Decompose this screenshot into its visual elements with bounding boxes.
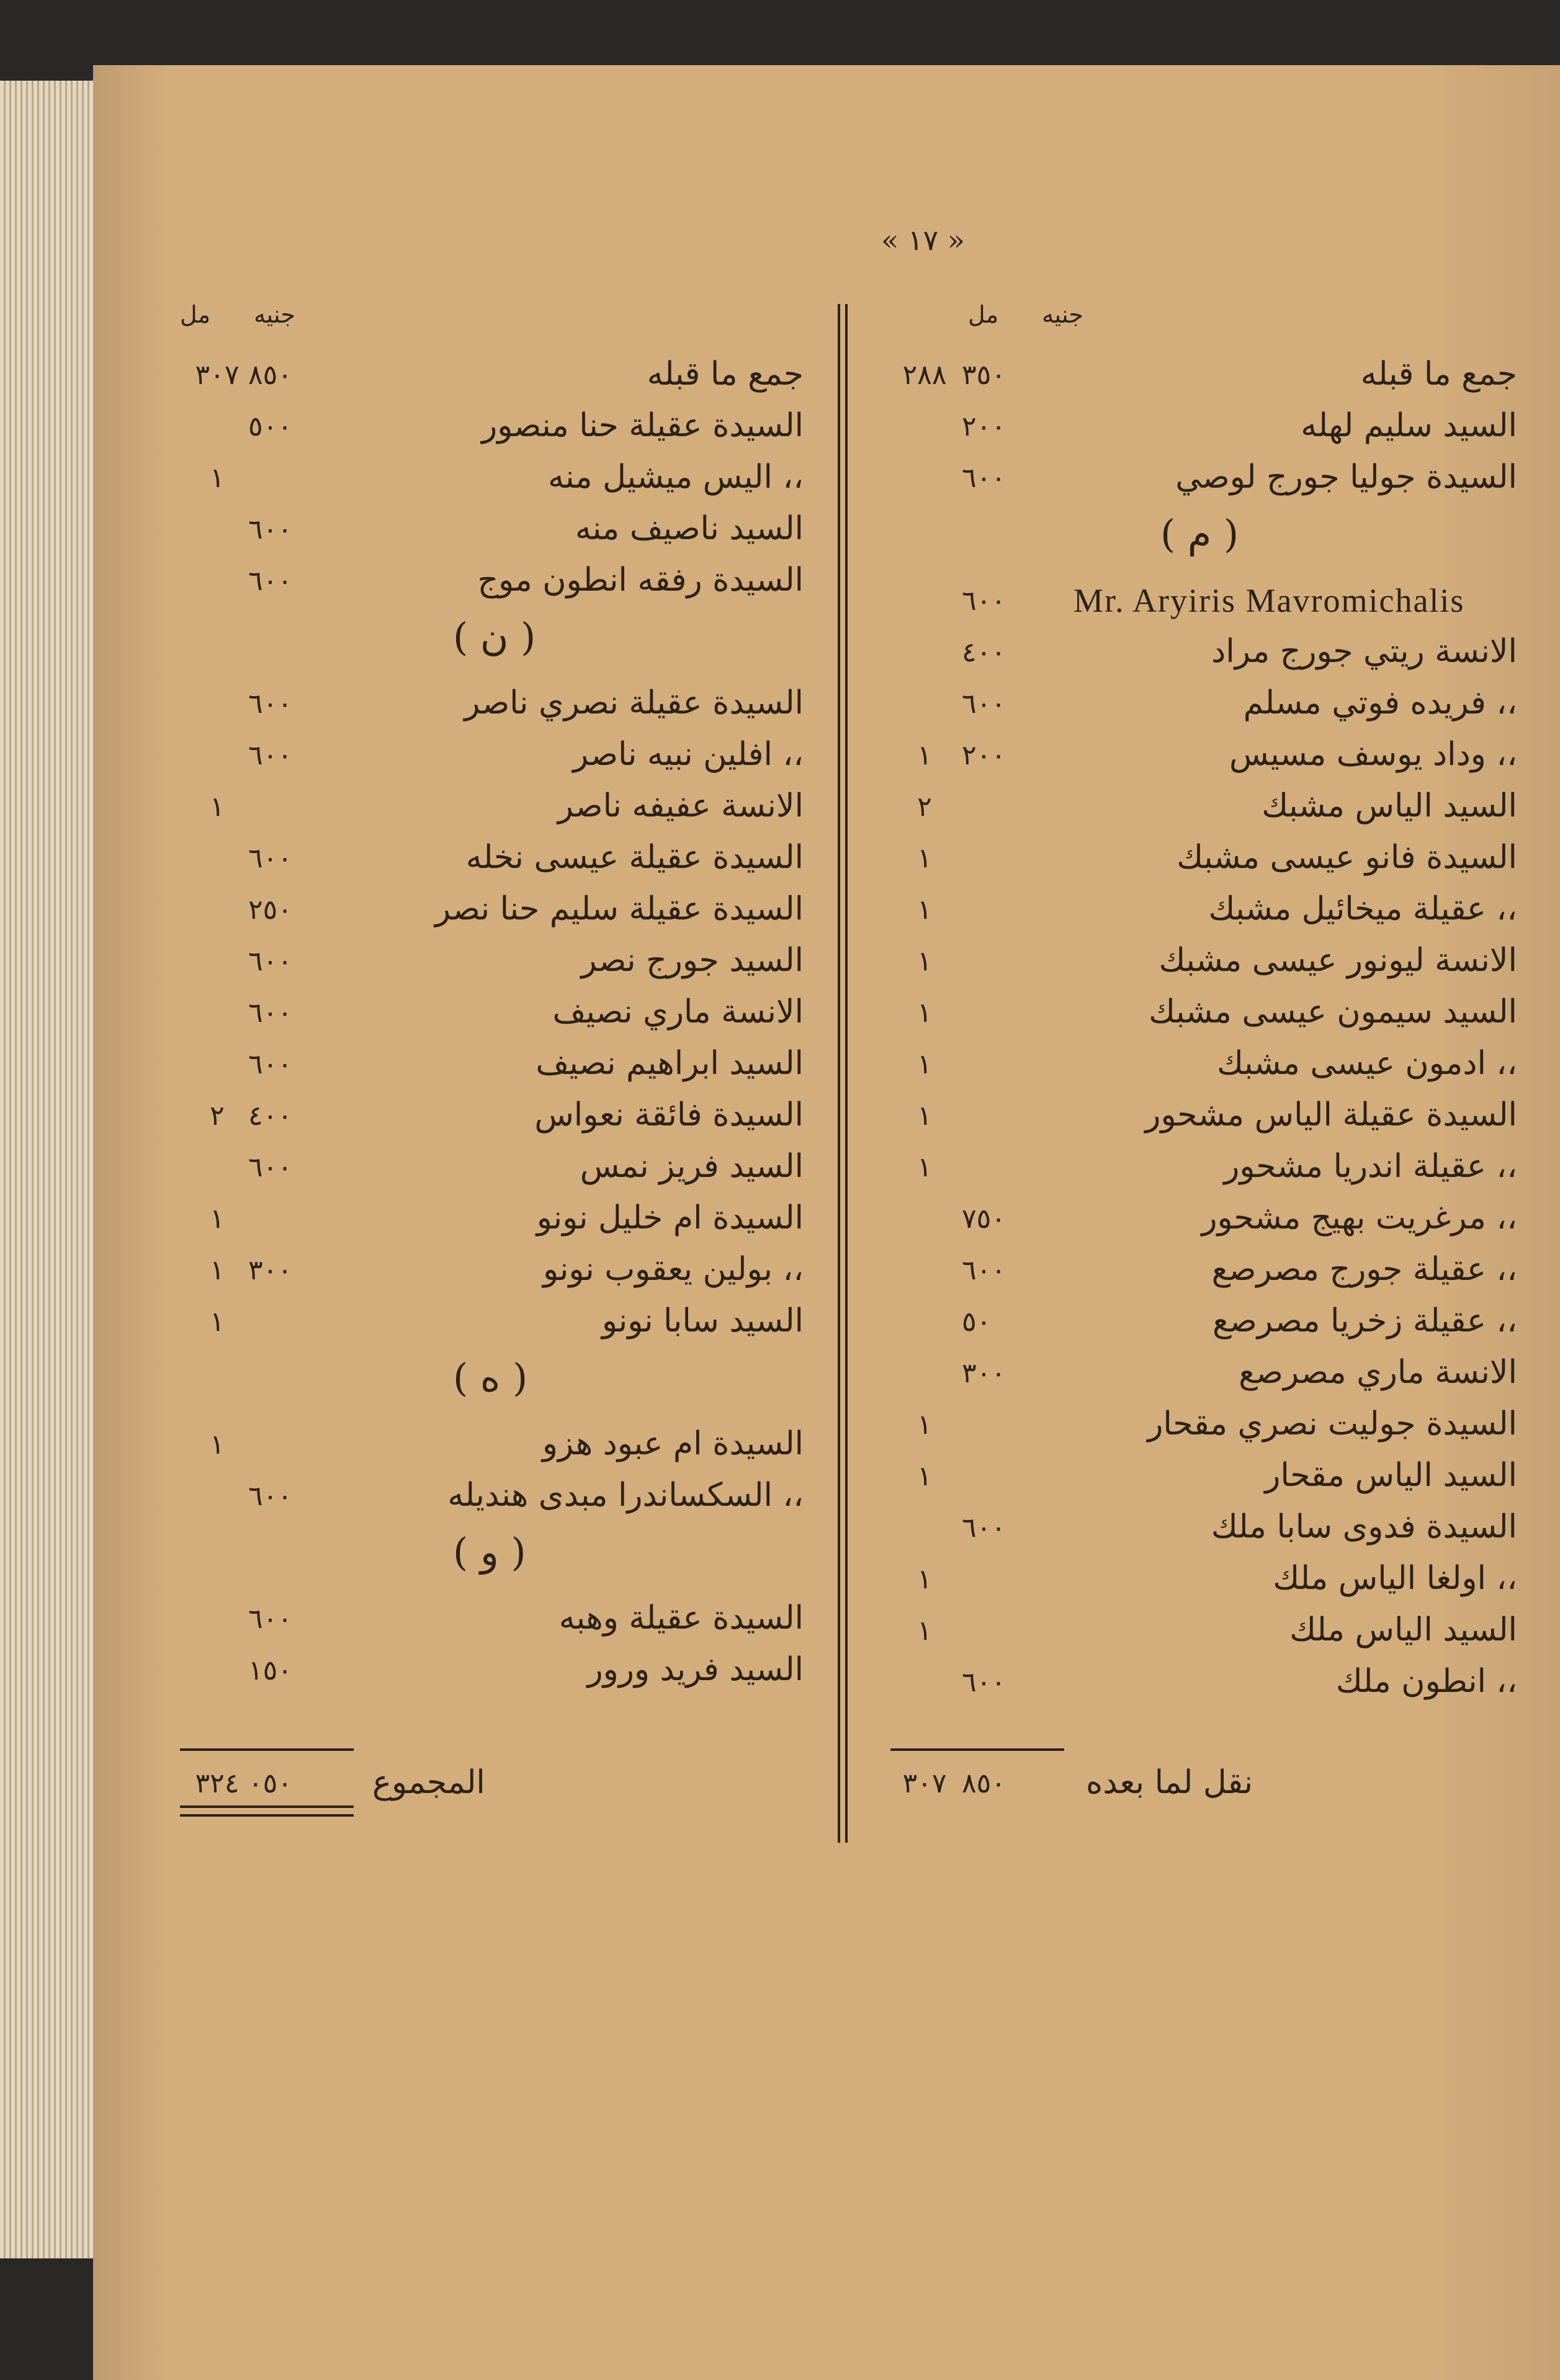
ledger-row	[93, 1595, 1560, 1644]
total-rule	[890, 1748, 1064, 1751]
mal-value: ٦٠٠	[962, 688, 1006, 720]
pound-value: ١	[917, 1409, 932, 1441]
donor-name: السيدة عقيلة حنا منصور	[482, 407, 804, 444]
donor-name: السيد سليم لهله	[1301, 407, 1517, 444]
donor-name: الانسة ماري نصيف	[552, 993, 804, 1031]
mal-value: ٦٠٠	[248, 565, 292, 597]
pound-value: ١	[917, 1152, 932, 1183]
mal-value: ٨٥٠	[248, 359, 292, 391]
donor-name: السيدة عقيلة عيسى نخله	[465, 839, 804, 876]
mal-value: ٦٠٠	[248, 688, 292, 720]
pound-value: ١	[917, 1461, 932, 1492]
ledger-row	[93, 1297, 1560, 1347]
ledger-row	[93, 1040, 1560, 1089]
ledger-row	[93, 937, 1560, 986]
mal-value: ٣٠٠	[962, 1358, 1006, 1389]
mal-value: ٦٠٠	[248, 1152, 292, 1183]
total-row	[93, 1759, 1560, 1809]
mal-value: ٤٠٠	[248, 1100, 292, 1132]
donor-name: السيد ناصيف منه	[575, 510, 804, 547]
page-number: « ١٧ »	[881, 223, 965, 257]
left-column-header	[180, 301, 295, 328]
ledger-row	[93, 1091, 1560, 1141]
donor-name: السيد سابا نونو	[601, 1302, 804, 1340]
ledger-row	[93, 782, 1560, 832]
mal-value: ٦٠٠	[248, 1480, 292, 1512]
ledger-page	[93, 65, 1560, 2380]
donor-name: ،، عقيلة جورج مصرصع	[1211, 1251, 1517, 1288]
donor-name: ،، عقيلة اندريا مشحور	[1224, 1148, 1517, 1185]
pound-value: ٣٠٧	[195, 359, 240, 391]
ledger-row	[93, 988, 1560, 1038]
ledger-row	[93, 679, 1560, 729]
donor-name: السيدة عقيلة الياس مشحور	[1145, 1096, 1517, 1134]
donor-name: السيد الياس مشبك	[1262, 787, 1517, 825]
section-letter: ( م )	[1160, 511, 1239, 557]
total-pound: ٣٢٤	[195, 1768, 240, 1799]
section-letter: ( ه )	[453, 1355, 528, 1400]
ledger-row	[93, 402, 1560, 452]
total-mal: ٠٥٠	[248, 1768, 292, 1799]
pound-value: ١	[917, 894, 932, 926]
donor-name: ،، عقيلة ميخائيل مشبك	[1208, 890, 1517, 928]
donor-name: السيد سيمون عيسى مشبك	[1149, 993, 1517, 1031]
pound-header: جنيه	[1042, 301, 1083, 328]
pound-value: ١	[917, 1564, 932, 1595]
donor-name: السيدة جوليت نصري مقحار	[1147, 1405, 1517, 1443]
donor-name: ،، اولغا الياس ملك	[1273, 1560, 1517, 1597]
pound-value: ١	[917, 1615, 932, 1647]
pound-value: ١	[210, 462, 225, 494]
mal-value: ٤٠٠	[962, 637, 1006, 668]
total-label: المجموع	[372, 1764, 485, 1801]
mal-value: ٢٥٠	[248, 894, 292, 926]
mal-value: ٦٠٠	[248, 514, 292, 545]
donor-name: الانسة عفيفه ناصر	[557, 787, 804, 825]
pound-value: ١	[917, 1100, 932, 1132]
pound-value: ٢٨٨	[902, 359, 947, 391]
mal-value: ٦٠٠	[962, 1255, 1006, 1286]
donor-name: السيد الياس ملك	[1289, 1611, 1517, 1649]
mal-value: ٦٠٠	[962, 462, 1006, 494]
donor-name: ،، ادمون عيسى مشبك	[1217, 1045, 1517, 1082]
mal-value: ٢٠٠	[962, 740, 1006, 771]
ledger-row	[93, 1420, 1560, 1470]
donor-name: السيدة فائقة نعواس	[534, 1096, 804, 1134]
donor-name: السيد الياس مقحار	[1265, 1457, 1517, 1494]
mal-value: ٦٠٠	[248, 1049, 292, 1080]
ledger-row	[93, 834, 1560, 884]
donor-name: السيدة فدوى سابا ملك	[1211, 1508, 1517, 1546]
total-mal: ٨٥٠	[962, 1768, 1006, 1799]
pound-value: ١	[210, 1203, 225, 1235]
donor-name: السيدة ام عبود هزو	[542, 1425, 804, 1462]
pound-value: ١	[917, 740, 932, 771]
mal-value: ٥٠٠	[248, 411, 292, 442]
pound-value: ١	[210, 791, 225, 823]
ledger-row	[93, 1194, 1560, 1244]
donor-name: الانسة ريتي جورج مراد	[1211, 633, 1517, 670]
donor-name: ،، السكساندرا مبدى هنديله	[447, 1477, 804, 1514]
total-label: نقل لما بعده	[1086, 1764, 1253, 1801]
mal-value: ٦٠٠	[962, 585, 1006, 617]
ledger-row	[93, 557, 1560, 606]
pound-value: ١	[917, 997, 932, 1029]
donor-name: ،، بولين يعقوب نونو	[543, 1251, 804, 1288]
mal-value: ٣٥٠	[962, 359, 1006, 391]
donor-name: السيدة عقيلة سليم حنا نصر	[434, 890, 804, 928]
total-rule	[180, 1748, 354, 1751]
donor-name: السيدة رفقه انطون موج	[477, 561, 804, 599]
donor-name: ،، عقيلة زخريا مصرصع	[1212, 1302, 1517, 1340]
ledger-row	[93, 1472, 1560, 1521]
donor-name: جمع ما قبله	[1360, 356, 1517, 393]
donor-name: السيدة جوليا جورج لوصي	[1175, 459, 1517, 496]
pound-value: ١	[210, 1429, 225, 1461]
donor-name: ،، اليس ميشيل منه	[548, 459, 804, 496]
donor-name: السيد فريز نمس	[580, 1148, 804, 1185]
mal-value: ٦٠٠	[248, 946, 292, 977]
ledger-row	[93, 1143, 1560, 1192]
donor-name: السيد فريد ورور	[587, 1651, 804, 1688]
donor-name: ،، فريده فوتي مسلم	[1243, 684, 1517, 722]
mal-value: ٧٥٠	[962, 1203, 1006, 1235]
mal-value: ٥٠	[962, 1306, 992, 1338]
ledger-row	[93, 351, 1560, 400]
donor-name: جمع ما قبله	[647, 356, 804, 393]
ledger-row	[93, 1349, 1560, 1398]
total-double-rule	[180, 1805, 354, 1817]
pound-header: جنيه	[254, 301, 295, 328]
donor-name: ،، مرغريت بهيج مشحور	[1201, 1199, 1517, 1237]
donor-name: Mr. Aryiris Mavromichalis	[1074, 582, 1465, 619]
pound-value: ١	[917, 843, 932, 874]
pound-value: ١	[210, 1306, 225, 1338]
mal-value: ٢٠٠	[962, 411, 1006, 442]
mal-header: مل	[968, 301, 999, 328]
ledger-row	[93, 628, 1560, 678]
right-column-header	[968, 301, 1083, 328]
mal-value: ٦٠٠	[248, 1603, 292, 1635]
donor-name: الانسة ماري مصرصع	[1239, 1354, 1517, 1391]
section-letter: ( و )	[453, 1529, 526, 1575]
pound-value: ١	[210, 1255, 225, 1286]
total-pound: ٣٠٧	[902, 1768, 947, 1799]
pound-value: ٢	[917, 791, 932, 823]
pound-value: ١	[917, 946, 932, 977]
ledger-row	[93, 731, 1560, 781]
mal-header: مل	[180, 301, 211, 328]
ledger-row	[93, 885, 1560, 935]
donor-name: السيدة ام خليل نونو	[536, 1199, 804, 1237]
mal-value: ٦٠٠	[962, 1666, 1006, 1698]
mal-value: ٦٠٠	[248, 740, 292, 771]
mal-value: ٦٠٠	[248, 997, 292, 1029]
donor-name: السيد ابراهيم نصيف	[536, 1045, 804, 1082]
donor-name: السيد جورج نصر	[581, 942, 804, 979]
mal-value: ١٥٠	[248, 1655, 292, 1686]
mal-value: ٦٠٠	[962, 1512, 1006, 1544]
ledger-row	[93, 1646, 1560, 1696]
section-letter: ( ن )	[453, 614, 536, 660]
donor-name: ،، افلين نبيه ناصر	[573, 736, 804, 773]
donor-name: السيدة فانو عيسى مشبك	[1177, 839, 1517, 876]
donor-name: السيدة عقيلة نصري ناصر	[464, 684, 804, 722]
donor-name: الانسة ليونور عيسى مشبك	[1159, 942, 1517, 979]
ledger-row	[93, 1246, 1560, 1295]
book-spine-page-edges	[0, 81, 93, 2258]
donor-name: ،، وداد يوسف مسيس	[1229, 736, 1517, 773]
mal-value: ٦٠٠	[248, 843, 292, 874]
pound-value: ٢	[210, 1100, 225, 1132]
ledger-row	[93, 454, 1560, 503]
ledger-row	[93, 505, 1560, 555]
donor-name: ،، انطون ملك	[1335, 1663, 1517, 1700]
mal-value: ٣٠٠	[248, 1255, 292, 1286]
donor-name: السيدة عقيلة وهبه	[558, 1599, 804, 1637]
pound-value: ١	[917, 1049, 932, 1080]
